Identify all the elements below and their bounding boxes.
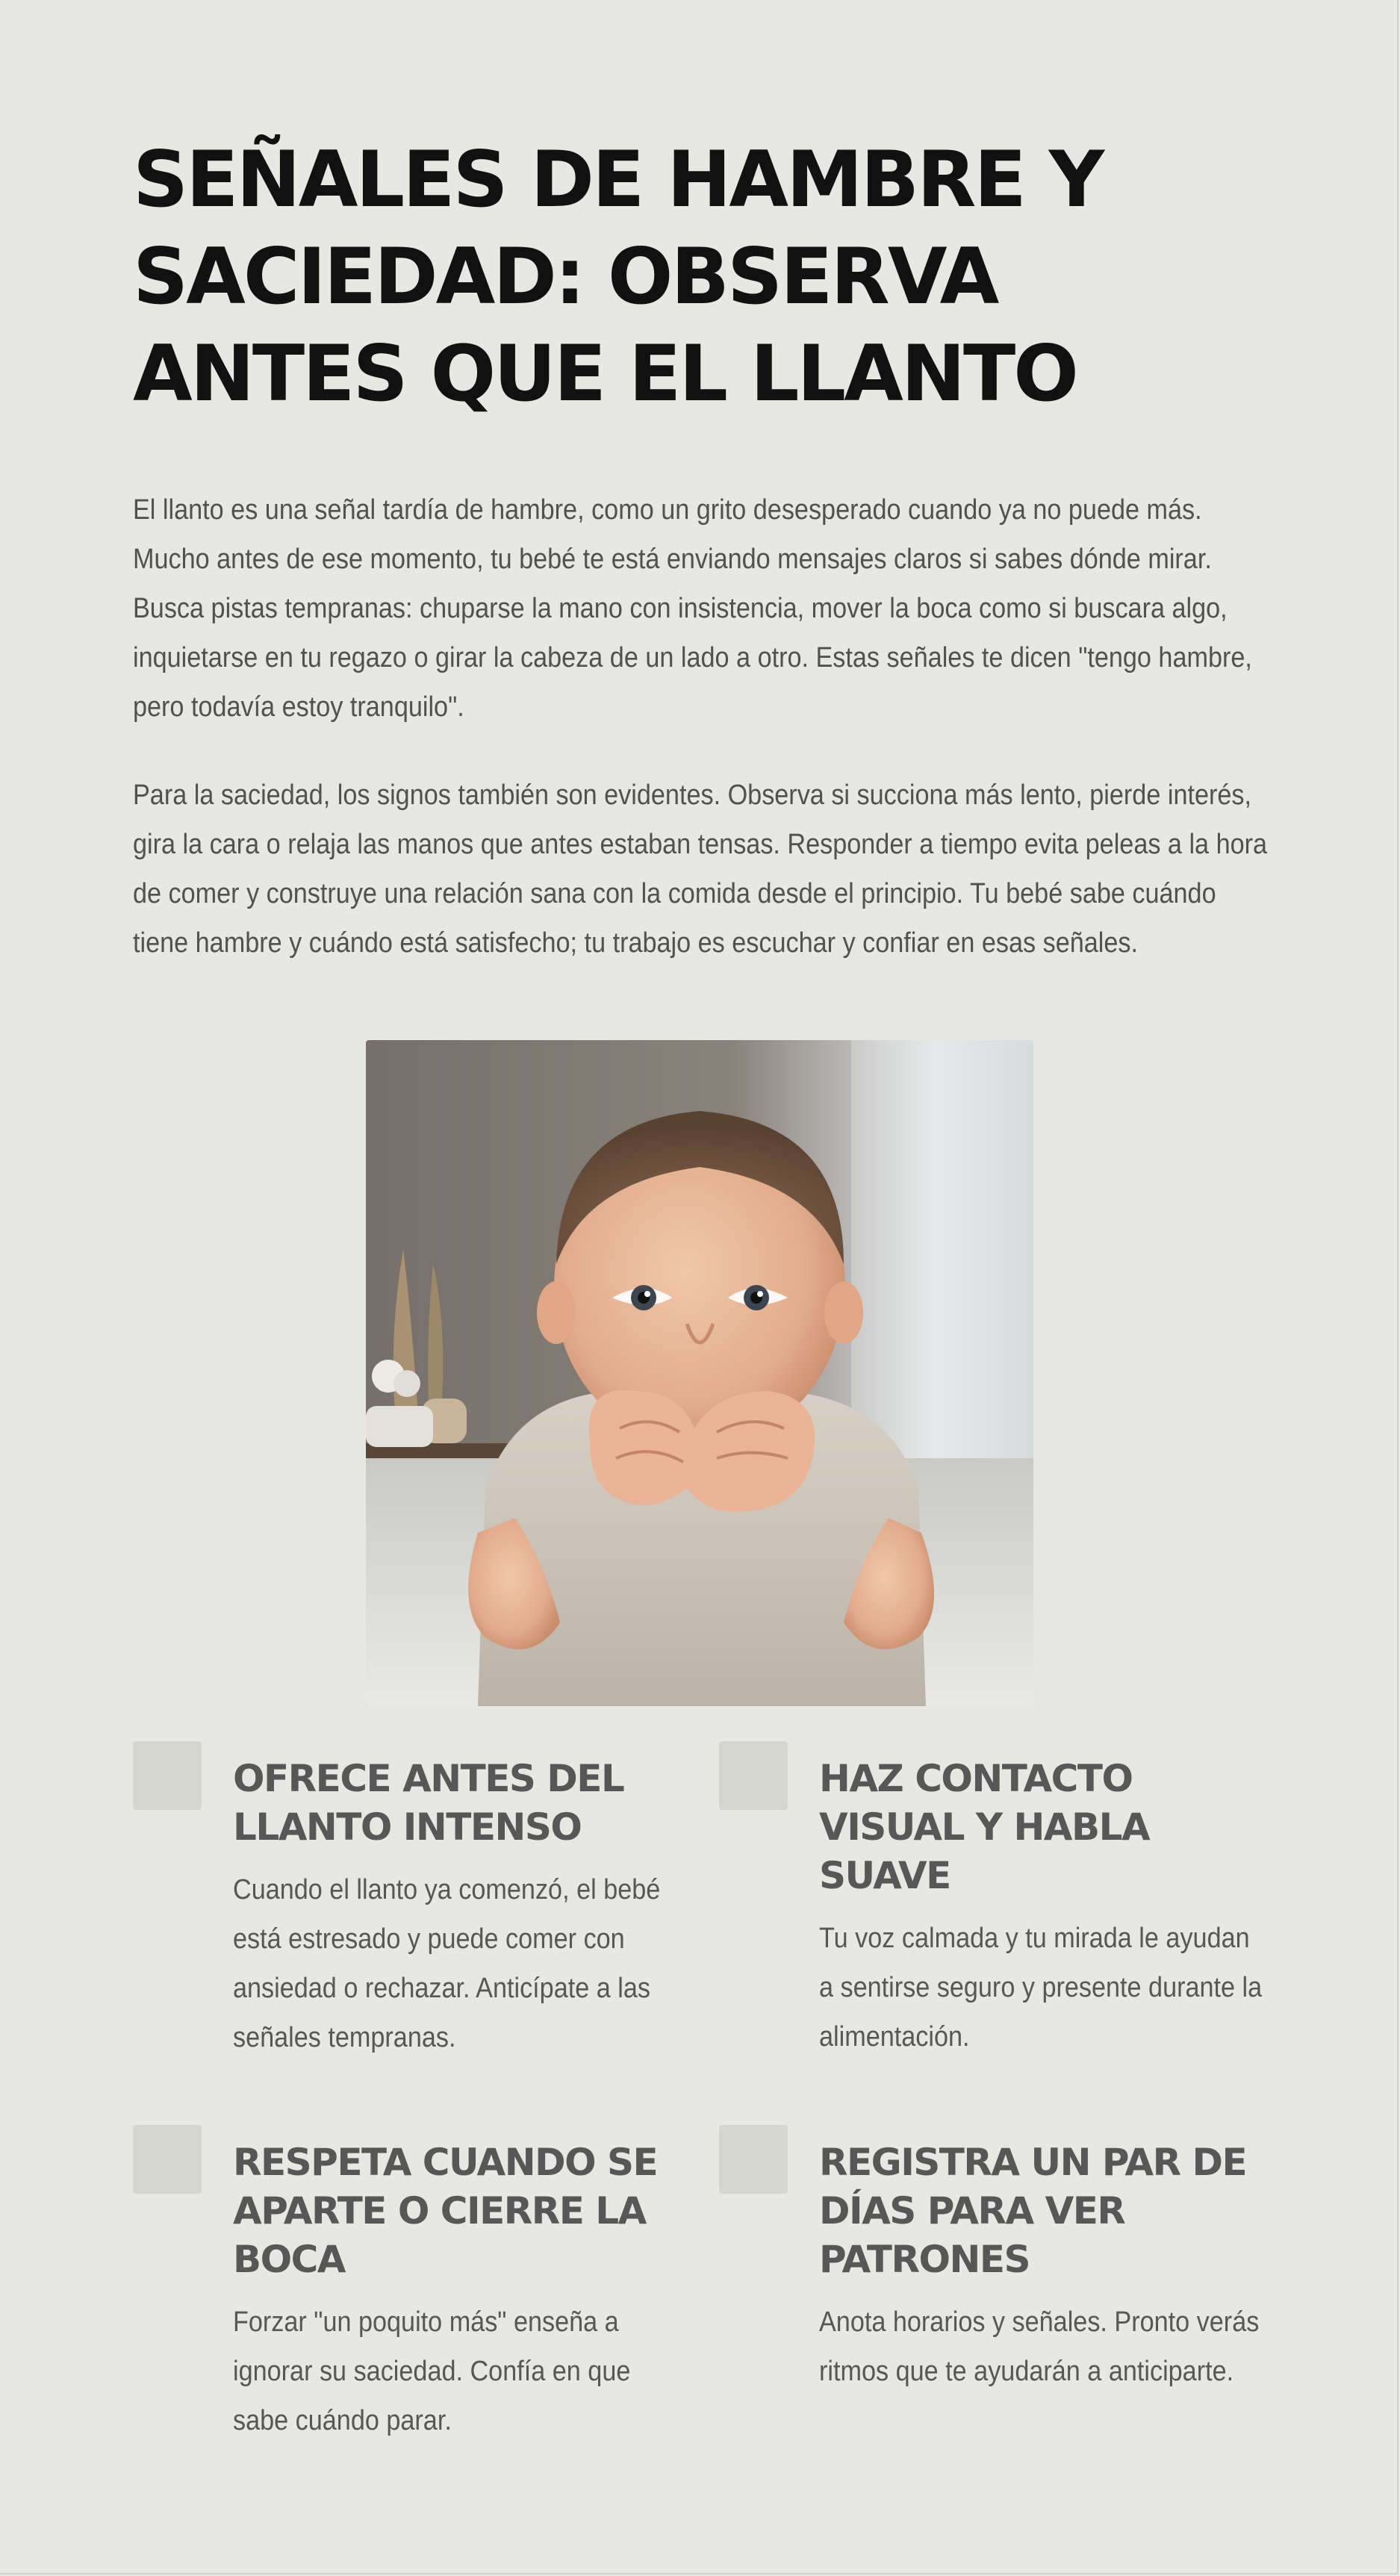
intro-paragraph: El llanto es una señal tardía de hambre, como un grito desesperado cuando ya no puede más. Mucho antes de ese momento, tu bebé te está enviando mensajes claros si sabes dónde mirar. Busca pistas tempranas: chuparse la mano con insistencia, mover la boca como si buscara algo, inquietarse en tu regazo o girar la cabeza de un lado a otro. Estas señales te dicen "tengo hambre, pero todavía estoy tranquilo". [133,494,1252,723]
intro-paragraph: Para la saciedad, los signos también son evidentes. Observa si succiona más lento, pierde interés, gira la cara o relaja las manos que antes estaban tensas. Responder a tiempo evita peleas a la hora de comer y construye una relación sana con la comida desde el principio. Tu bebé sabe cuándo tiene hambre y cuándo está satisfecho; tu trabajo es escuchar y confiar en esas señales. [133,780,1268,959]
feature-text: Anota horarios y señales. Pronto verás ritmos que te ayudarán a anticiparte. [819,2306,1260,2387]
feature-text: Tu voz calmada y tu mirada le ayudan a sentirse seguro y presente durante la alimentación. [819,1923,1263,2053]
feature-title: HAZ CONTACTO VISUAL Y HABLA SUAVE [819,1757,1150,1897]
page-title: SEÑALES DE HAMBRE Y SACIEDAD: OBSERVA ANTES QUE EL LLANTO [133,135,1103,419]
feature-text: Cuando el llanto ya comenzó, el bebé está estresado y puede comer con ansiedad o rechazar. Anticípate a las señales tempranas. [233,1874,661,2053]
feature-title: REGISTRA UN PAR DE DÍAS PARA VER PATRONES [819,2141,1247,2281]
feature-title: OFRECE ANTES DEL LLANTO INTENSO [233,1757,624,1849]
article [133,131,1269,968]
feature-title: RESPETA CUANDO SE APARTE O CIERRE LA BOCA [233,2141,658,2281]
article-intro [133,485,1269,968]
feature-icon [719,1741,788,1810]
feature-text: Forzar "un poquito más" enseña a ignorar su saciedad. Confía en que sabe cuándo parar. [233,2306,631,2436]
feature-icon [719,2125,788,2194]
hero-image [366,1040,1033,1706]
feature-icon [133,2125,202,2194]
feature-icon [133,1741,202,1810]
